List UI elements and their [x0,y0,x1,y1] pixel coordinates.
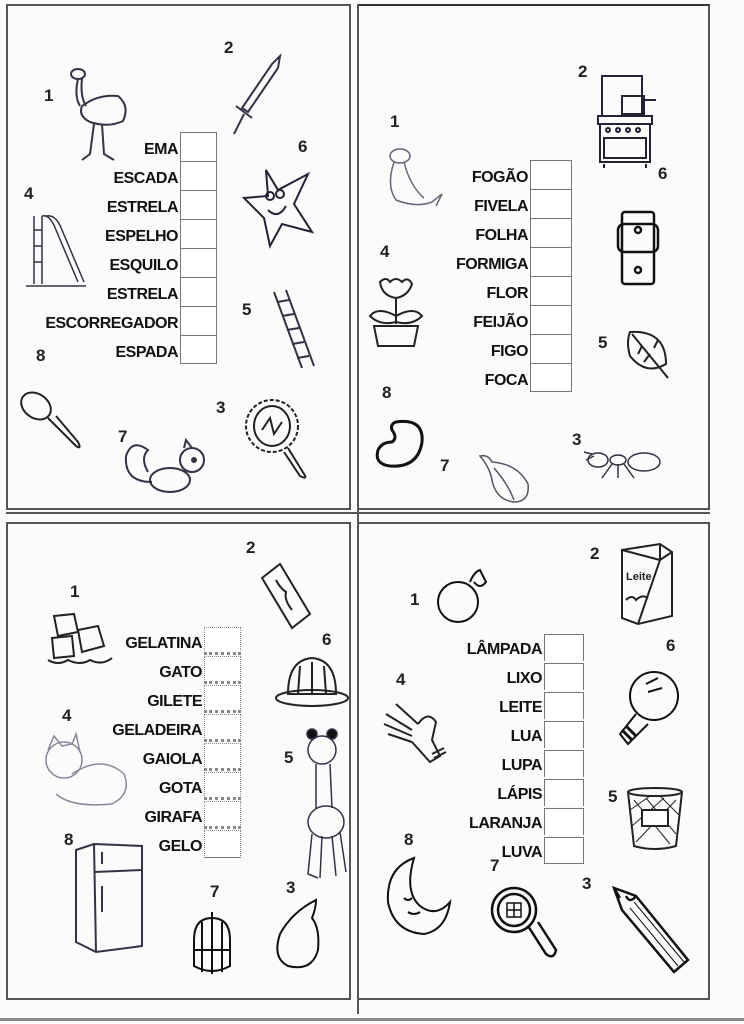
answer-box[interactable] [530,363,572,392]
moon-icon [384,856,450,941]
word-label: FIVELA [474,198,528,215]
answer-box[interactable] [530,334,572,363]
word-label: GELADEIRA [112,722,202,739]
picture-number: 3 [572,430,582,449]
answer-box[interactable] [530,218,572,247]
picture-number: 7 [210,882,220,901]
stove-icon [596,66,658,175]
answer-box[interactable] [204,627,241,655]
picture-number: 2 [578,62,588,81]
word-row [20,306,217,335]
word-label: LIXO [506,670,542,687]
word-row [20,190,217,219]
picture-number: 7 [490,856,500,875]
picture-number: 4 [62,706,72,725]
picture-number: 2 [246,538,256,557]
word-label: GATO [159,664,202,681]
picture-number: 8 [382,383,392,402]
word-label: GILETE [147,693,202,710]
sword-icon [230,54,285,144]
picture-number: 6 [658,164,668,183]
word-row [400,305,572,334]
answer-box[interactable] [530,305,572,334]
word-label: FOCA [484,372,528,389]
orange-icon [434,568,492,631]
word-label: LEITE [499,699,542,716]
word-label: EMA [143,141,178,158]
answer-box[interactable] [180,132,217,161]
picture-number: 3 [286,878,296,897]
word-label: ESTRELA [106,199,178,216]
answer-box[interactable] [204,714,241,742]
trash-bin-icon [626,786,684,857]
word-row [400,160,572,189]
answer-box[interactable] [544,634,584,661]
word-row [400,276,572,305]
divider-vertical [357,4,359,1014]
picture-number: 3 [582,874,592,893]
word-label: FEIJÃO [473,314,528,331]
buckle-icon [616,210,660,291]
word-label: FLOR [486,285,528,302]
word-label: LARANJA [469,815,542,832]
picture-number: 2 [590,544,600,563]
word-label: ESQUILO [109,257,178,274]
picture-number: 6 [666,636,676,655]
word-label: ESPADA [115,344,178,361]
razor-blade-icon [258,562,314,639]
picture-number: 3 [216,398,226,417]
word-label: FIGO [490,343,528,360]
answer-box[interactable] [180,277,217,306]
answer-box[interactable] [204,801,241,829]
answer-box[interactable] [180,219,217,248]
word-row [40,771,241,800]
jelly-icon [274,654,350,715]
word-label: FOLHA [475,227,528,244]
word-label: GIRAFA [144,809,202,826]
word-row [390,719,584,748]
answer-box[interactable] [180,190,217,219]
word-row [20,161,217,190]
picture-number: 1 [410,590,420,609]
water-drop-icon [272,898,326,977]
answer-box[interactable] [530,160,572,189]
word-label: GAIOLA [142,751,202,768]
word-label: GELO [158,838,202,855]
word-label: FORMIGA [455,256,528,273]
word-label: ESPELHO [105,228,178,245]
magnifying-glass-icon [490,886,556,971]
leaf-icon [626,328,670,385]
word-row [390,748,584,777]
word-list [400,160,572,392]
word-row [40,829,241,858]
picture-number: 8 [36,346,46,365]
picture-number: 7 [440,456,450,475]
word-label: LÂMPADA [466,641,542,658]
answer-box[interactable] [204,743,241,771]
word-row [40,742,241,771]
picture-number: 6 [322,630,332,649]
page-bottom-edge [0,1018,744,1021]
word-row [390,806,584,835]
word-label: GELATINA [125,635,202,652]
picture-number: 1 [44,86,54,105]
answer-box[interactable] [180,306,217,335]
word-label: LUPA [501,757,542,774]
pencil-icon [612,886,692,981]
word-row [390,632,584,661]
squirrel-icon [122,432,212,509]
word-row [400,218,572,247]
word-list [20,132,217,364]
answer-box[interactable] [544,808,584,835]
word-label: FOGÃO [471,169,528,186]
picture-number: 1 [390,112,400,131]
word-row [20,219,217,248]
answer-box[interactable] [180,335,217,364]
ant-icon [584,448,664,487]
word-row [20,248,217,277]
answer-box[interactable] [544,663,584,690]
answer-box[interactable] [544,779,584,806]
answer-box[interactable] [544,837,584,864]
bean-icon [374,418,426,475]
answer-box[interactable] [204,830,241,858]
star-icon [242,168,314,253]
picture-number: 5 [598,333,608,352]
giraffe-icon [302,728,350,889]
word-row [40,655,241,684]
answer-box[interactable] [530,189,572,218]
word-label: LÁPIS [497,786,542,803]
word-row [20,335,217,364]
word-row [40,684,241,713]
picture-number: 4 [24,184,34,203]
word-row [400,189,572,218]
word-row [20,277,217,306]
word-label: ESCORREGADOR [45,315,178,332]
word-label: ESCADA [113,170,178,187]
answer-box[interactable] [204,685,241,713]
word-row [390,835,584,864]
light-bulb-icon [614,668,680,753]
word-row [20,132,217,161]
picture-number: 1 [70,582,80,601]
word-row [400,247,572,276]
answer-box[interactable] [180,161,217,190]
fig-icon [478,454,532,509]
word-list [390,632,584,864]
word-row [390,777,584,806]
picture-number: 5 [608,787,618,806]
picture-number: 2 [224,38,234,57]
answer-box[interactable] [180,248,217,277]
word-row [390,690,584,719]
picture-number: 4 [396,670,406,689]
answer-box[interactable] [204,772,241,800]
picture-number: 6 [298,137,308,156]
picture-number: 4 [380,242,390,261]
picture-number: 8 [64,830,74,849]
milk-carton-icon [618,540,676,631]
answer-box[interactable] [204,656,241,684]
birdcage-icon [190,910,234,981]
picture-number: 8 [404,830,414,849]
word-label: GOTA [158,780,202,797]
refrigerator-icon [74,842,144,963]
hairbrush-icon [18,388,84,459]
milk-carton-label: Leite [626,571,652,583]
word-label: LUVA [501,844,542,861]
word-row [400,334,572,363]
word-label: LUA [510,728,542,745]
picture-number: 5 [284,748,294,767]
picture-number: 5 [242,300,252,319]
word-row [40,626,241,655]
word-row [40,713,241,742]
answer-box[interactable] [544,692,584,719]
word-label: ESTRELA [106,286,178,303]
word-row [400,363,572,392]
answer-box[interactable] [530,247,572,276]
word-row [390,661,584,690]
hand-mirror-icon [244,396,310,485]
answer-box[interactable] [530,276,572,305]
word-row [40,800,241,829]
answer-box[interactable] [544,750,584,777]
ladder-icon [272,288,320,375]
word-list [40,626,241,858]
picture-number: 7 [118,427,128,446]
answer-box[interactable] [544,721,584,748]
